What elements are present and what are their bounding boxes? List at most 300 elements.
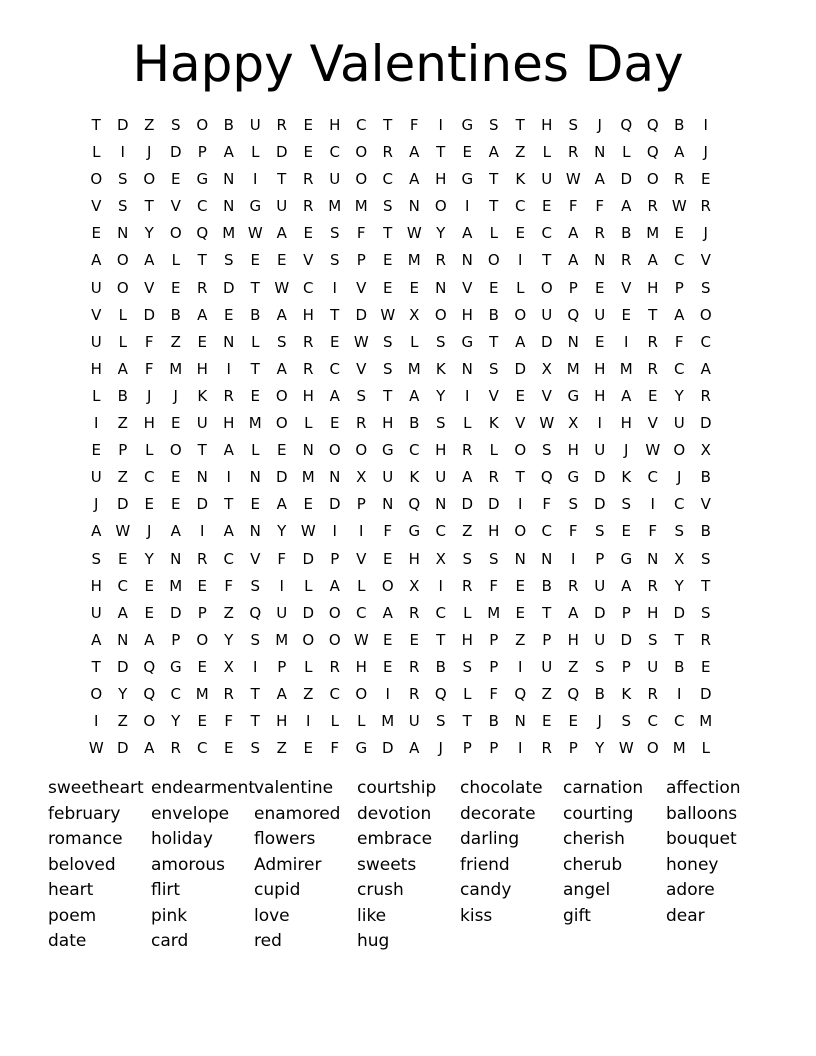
grid-letter: H <box>647 278 659 297</box>
grid-letter: R <box>462 576 473 595</box>
grid-letter: O <box>328 630 341 649</box>
grid-letter: U <box>90 603 102 622</box>
grid-letter: B <box>409 414 420 433</box>
word-list-item: date <box>48 931 87 951</box>
word-list-item: courtship <box>357 778 437 798</box>
grid-letter: L <box>118 332 127 351</box>
grid-letter: N <box>514 712 526 731</box>
grid-letter: C <box>170 684 181 703</box>
grid-letter: P <box>621 603 631 622</box>
grid-letter: Y <box>144 549 154 568</box>
grid-letter: H <box>435 170 447 189</box>
grid-letter: M <box>169 359 183 378</box>
word-list-item: cherub <box>563 854 623 875</box>
word-list-item: honey <box>666 854 719 875</box>
word-list-item: devotion <box>357 803 432 824</box>
grid-letter: T <box>277 170 287 189</box>
grid-letter: S <box>594 522 605 541</box>
grid-letter: I <box>703 116 708 134</box>
grid-letter: O <box>116 251 129 270</box>
grid-letter: T <box>91 116 101 134</box>
grid-letter: G <box>461 170 474 189</box>
grid-letter: L <box>463 603 472 622</box>
grid-letter: U <box>594 441 606 460</box>
grid-letter: E <box>224 739 234 758</box>
grid-letter: N <box>382 495 394 514</box>
grid-letter: T <box>436 630 446 649</box>
grid-letter: Y <box>436 386 446 405</box>
grid-letter: D <box>540 332 553 351</box>
word-list-item: friend <box>460 854 510 875</box>
grid-letter: T <box>91 657 101 676</box>
grid-letter: R <box>276 116 287 134</box>
grid-letter: A <box>462 224 473 243</box>
grid-letter: D <box>593 603 606 622</box>
grid-letter: H <box>382 414 394 433</box>
grid-letter: H <box>488 522 500 541</box>
grid-letter: D <box>169 143 182 162</box>
grid-letter: U <box>647 657 659 676</box>
grid-letter: H <box>90 576 102 595</box>
grid-letter: E <box>144 495 154 514</box>
grid-letter: E <box>171 414 181 433</box>
grid-letter: A <box>276 684 287 703</box>
grid-letter: E <box>515 386 525 405</box>
grid-letter: J <box>438 739 443 758</box>
grid-letter: V <box>488 386 499 405</box>
grid-letter: R <box>568 143 579 162</box>
word-list-item: bouquet <box>666 829 737 849</box>
grid-letter: P <box>489 739 499 758</box>
grid-letter: C <box>303 278 314 297</box>
grid-letter: I <box>518 657 523 676</box>
grid-letter: X <box>356 468 367 487</box>
grid-letter: U <box>196 414 208 433</box>
grid-letter: Z <box>117 468 128 487</box>
grid-letter: A <box>91 251 102 270</box>
grid-letter: V <box>647 414 658 433</box>
grid-letter: O <box>143 712 156 731</box>
grid-letter: N <box>117 630 129 649</box>
puzzle-title: Happy Valentines Day <box>132 35 684 93</box>
grid-letter: H <box>90 359 102 378</box>
grid-letter: E <box>674 224 684 243</box>
grid-letter: C <box>356 603 367 622</box>
grid-letter: V <box>170 197 181 216</box>
grid-letter: G <box>355 739 368 758</box>
grid-letter: F <box>277 549 287 568</box>
grid-letter: R <box>409 684 420 703</box>
grid-letter: R <box>170 739 181 758</box>
grid-letter: S <box>356 386 367 405</box>
grid-letter: H <box>302 386 314 405</box>
grid-letter: B <box>170 305 181 324</box>
grid-letter: N <box>170 549 182 568</box>
grid-letter: C <box>700 332 711 351</box>
grid-letter: M <box>248 414 262 433</box>
grid-letter: K <box>197 386 208 405</box>
grid-letter: G <box>249 197 262 216</box>
grid-letter: E <box>515 603 525 622</box>
grid-letter: S <box>488 116 499 134</box>
grid-letter: D <box>593 495 606 514</box>
grid-letter: P <box>542 630 552 649</box>
grid-letter: H <box>223 414 235 433</box>
grid-letter: S <box>700 278 711 297</box>
grid-letter: H <box>196 359 208 378</box>
grid-letter: V <box>700 495 711 514</box>
grid-letter: L <box>304 576 313 595</box>
grid-letter: I <box>332 278 337 297</box>
grid-letter: I <box>306 712 311 731</box>
grid-letter: Z <box>541 684 552 703</box>
grid-letter: N <box>329 468 341 487</box>
grid-letter: Z <box>117 712 128 731</box>
word-list-item: romance <box>48 829 123 849</box>
grid-letter: Y <box>171 712 181 731</box>
grid-letter: E <box>330 414 340 433</box>
grid-letter: B <box>250 305 261 324</box>
grid-letter: A <box>276 359 287 378</box>
grid-letter: U <box>408 712 420 731</box>
grid-letter: W <box>539 414 555 433</box>
grid-letter: E <box>303 116 313 134</box>
grid-letter: R <box>303 170 314 189</box>
grid-letter: G <box>196 170 209 189</box>
grid-letter: V <box>303 251 314 270</box>
grid-letter: F <box>489 576 499 595</box>
grid-letter: H <box>594 359 606 378</box>
grid-letter: E <box>595 332 605 351</box>
word-list-item: darling <box>460 829 520 849</box>
grid-letter: D <box>143 305 156 324</box>
grid-letter: R <box>568 576 579 595</box>
word-list-item: crush <box>357 880 404 900</box>
grid-letter: L <box>251 332 260 351</box>
grid-letter: P <box>568 739 578 758</box>
grid-letter: I <box>677 684 682 703</box>
grid-letter: I <box>279 576 284 595</box>
grid-letter: R <box>647 332 658 351</box>
grid-letter: X <box>700 441 711 460</box>
grid-letter: S <box>462 657 473 676</box>
grid-letter: A <box>223 522 234 541</box>
grid-letter: N <box>249 468 261 487</box>
grid-letter: O <box>646 739 659 758</box>
grid-letter: I <box>518 251 523 270</box>
grid-letter: C <box>329 359 340 378</box>
grid-letter: A <box>329 576 340 595</box>
grid-letter: N <box>461 251 473 270</box>
grid-letter: E <box>171 170 181 189</box>
word-list-item: embrace <box>357 829 433 849</box>
grid-letter: B <box>488 712 499 731</box>
grid-letter: P <box>621 657 631 676</box>
grid-letter: W <box>247 224 263 243</box>
grid-letter: D <box>116 657 129 676</box>
grid-letter: U <box>90 278 102 297</box>
grid-letter: F <box>489 684 499 703</box>
grid-letter: N <box>223 170 235 189</box>
grid-letter: W <box>645 441 661 460</box>
grid-letter: A <box>223 441 234 460</box>
grid-letter: M <box>487 603 501 622</box>
grid-letter: Q <box>434 684 447 703</box>
grid-letter: H <box>461 305 473 324</box>
grid-letter: O <box>275 386 288 405</box>
grid-letter: B <box>674 657 685 676</box>
grid-letter: Q <box>567 305 580 324</box>
grid-letter: C <box>329 143 340 162</box>
grid-letter: Q <box>196 224 209 243</box>
grid-letter: D <box>355 305 368 324</box>
grid-letter: F <box>224 576 234 595</box>
grid-letter: E <box>383 251 393 270</box>
grid-letter: V <box>541 386 552 405</box>
grid-letter: S <box>488 549 499 568</box>
grid-letter: S <box>700 549 711 568</box>
word-list-item: adore <box>666 880 715 900</box>
grid-letter: D <box>275 143 288 162</box>
grid-letter: M <box>646 224 660 243</box>
grid-letter: E <box>542 197 552 216</box>
grid-letter: F <box>356 224 366 243</box>
grid-letter: R <box>223 386 234 405</box>
grid-letter: P <box>674 278 684 297</box>
grid-letter: M <box>407 359 421 378</box>
grid-letter: F <box>648 522 658 541</box>
word-list-item: Admirer <box>254 854 322 875</box>
grid-letter: O <box>673 441 686 460</box>
grid-letter: E <box>568 712 578 731</box>
grid-letter: E <box>621 305 631 324</box>
grid-letter: G <box>567 468 580 487</box>
grid-letter: E <box>648 386 658 405</box>
grid-letter: D <box>116 116 129 134</box>
grid-letter: K <box>435 359 446 378</box>
grid-letter: D <box>196 495 209 514</box>
grid-letter: L <box>330 712 339 731</box>
grid-letter: C <box>356 116 367 134</box>
grid-letter: F <box>224 712 234 731</box>
grid-letter: Z <box>170 332 181 351</box>
grid-letter: M <box>328 197 342 216</box>
grid-letter: G <box>461 116 474 134</box>
grid-letter: O <box>116 278 129 297</box>
grid-letter: V <box>462 278 473 297</box>
grid-letter: R <box>382 143 393 162</box>
grid-letter: A <box>117 359 128 378</box>
grid-letter: S <box>647 630 658 649</box>
grid-letter: U <box>594 630 606 649</box>
grid-letter: Y <box>595 739 605 758</box>
grid-letter: E <box>197 712 207 731</box>
grid-letter: E <box>197 576 207 595</box>
grid-letter: E <box>171 495 181 514</box>
word-list-item: flirt <box>151 880 181 900</box>
grid-letter: S <box>250 630 261 649</box>
grid-letter: P <box>197 143 207 162</box>
grid-letter: H <box>143 414 155 433</box>
grid-letter: U <box>673 414 685 433</box>
grid-letter: F <box>330 739 340 758</box>
grid-letter: Z <box>303 684 314 703</box>
grid-letter: S <box>621 495 632 514</box>
grid-letter: A <box>276 224 287 243</box>
grid-letter: C <box>674 712 685 731</box>
grid-letter: Z <box>223 603 234 622</box>
grid-letter: S <box>568 495 579 514</box>
grid-letter: N <box>435 495 447 514</box>
grid-letter: D <box>275 468 288 487</box>
grid-letter: R <box>356 414 367 433</box>
grid-letter: N <box>117 224 129 243</box>
grid-letter: E <box>277 441 287 460</box>
grid-letter: D <box>620 170 633 189</box>
grid-letter: L <box>489 441 498 460</box>
grid-letter: E <box>542 712 552 731</box>
grid-letter: O <box>487 251 500 270</box>
grid-letter: S <box>462 549 473 568</box>
grid-letter: C <box>382 170 393 189</box>
word-list-item: poem <box>48 905 97 926</box>
grid-letter: T <box>515 116 525 134</box>
grid-letter: D <box>673 603 686 622</box>
grid-letter: L <box>463 414 472 433</box>
grid-letter: O <box>355 684 368 703</box>
grid-letter: L <box>516 278 525 297</box>
grid-letter: L <box>489 224 498 243</box>
grid-letter: M <box>381 712 395 731</box>
grid-letter: T <box>197 251 207 270</box>
grid-letter: X <box>568 414 579 433</box>
grid-letter: T <box>330 305 340 324</box>
word-list-item: chocolate <box>460 778 543 798</box>
grid-letter: R <box>647 684 658 703</box>
grid-letter: X <box>223 657 234 676</box>
grid-letter: I <box>359 522 364 541</box>
grid-letter: S <box>435 414 446 433</box>
grid-letter: N <box>594 251 606 270</box>
grid-letter: B <box>674 116 685 134</box>
grid-letter: G <box>567 386 580 405</box>
grid-letter: E <box>144 576 154 595</box>
grid-letter: J <box>597 712 602 731</box>
grid-letter: R <box>541 739 552 758</box>
grid-letter: W <box>88 739 104 758</box>
grid-letter: Z <box>144 116 155 134</box>
grid-letter: W <box>671 197 687 216</box>
grid-letter: Z <box>117 414 128 433</box>
grid-letter: V <box>621 278 632 297</box>
grid-letter: W <box>300 522 316 541</box>
grid-letter: O <box>355 143 368 162</box>
grid-letter: H <box>329 116 341 134</box>
grid-letter: S <box>91 549 102 568</box>
grid-letter: S <box>674 522 685 541</box>
grid-letter: U <box>541 305 553 324</box>
grid-letter: P <box>171 630 181 649</box>
grid-letter: O <box>328 441 341 460</box>
grid-letter: W <box>353 332 369 351</box>
grid-letter: G <box>620 549 633 568</box>
grid-letter: I <box>385 684 390 703</box>
grid-letter: S <box>594 657 605 676</box>
grid-letter: U <box>249 116 261 134</box>
grid-letter: D <box>699 684 712 703</box>
grid-letter: A <box>515 332 526 351</box>
grid-letter: N <box>196 468 208 487</box>
word-list-item: red <box>254 931 282 951</box>
grid-letter: C <box>144 468 155 487</box>
grid-letter: N <box>514 549 526 568</box>
grid-letter: R <box>223 684 234 703</box>
grid-letter: E <box>409 278 419 297</box>
letter-grid <box>83 112 719 762</box>
grid-letter: L <box>701 739 710 758</box>
grid-letter: S <box>382 332 393 351</box>
grid-letter: U <box>435 468 447 487</box>
grid-letter: B <box>117 386 128 405</box>
grid-letter: T <box>542 251 552 270</box>
grid-letter: N <box>647 549 659 568</box>
grid-letter: V <box>356 359 367 378</box>
grid-letter: O <box>540 278 553 297</box>
grid-letter: V <box>356 549 367 568</box>
grid-letter: E <box>383 630 393 649</box>
grid-letter: J <box>147 143 152 162</box>
grid-letter: H <box>567 441 579 460</box>
grid-letter: T <box>489 332 499 351</box>
word-list-item: sweetheart <box>48 778 144 798</box>
grid-letter: K <box>515 170 526 189</box>
grid-letter: M <box>699 712 713 731</box>
grid-letter: A <box>144 251 155 270</box>
grid-letter: J <box>597 116 602 134</box>
grid-letter: P <box>462 739 472 758</box>
grid-letter: P <box>489 657 499 676</box>
grid-letter: M <box>566 359 580 378</box>
grid-letter: R <box>462 441 473 460</box>
grid-letter: C <box>409 441 420 460</box>
grid-letter: D <box>116 739 129 758</box>
grid-letter: E <box>621 522 631 541</box>
grid-letter: T <box>197 441 207 460</box>
grid-letter: V <box>515 414 526 433</box>
grid-letter: T <box>250 712 260 731</box>
grid-letter: Y <box>277 522 287 541</box>
grid-letter: N <box>408 197 420 216</box>
grid-letter: O <box>381 576 394 595</box>
grid-letter: D <box>302 549 315 568</box>
grid-letter: C <box>647 712 658 731</box>
grid-letter: B <box>541 576 552 595</box>
grid-letter: L <box>410 332 419 351</box>
grid-letter: G <box>169 657 182 676</box>
grid-letter: S <box>223 251 234 270</box>
grid-letter: Q <box>514 684 527 703</box>
grid-letter: C <box>647 468 658 487</box>
grid-letter: D <box>593 468 606 487</box>
word-list-item: decorate <box>460 803 536 824</box>
grid-letter: E <box>515 576 525 595</box>
grid-letter: A <box>409 386 420 405</box>
grid-letter: O <box>514 305 527 324</box>
grid-letter: H <box>408 549 420 568</box>
word-list-item: love <box>254 905 290 926</box>
grid-letter: T <box>383 386 393 405</box>
grid-letter: C <box>117 576 128 595</box>
